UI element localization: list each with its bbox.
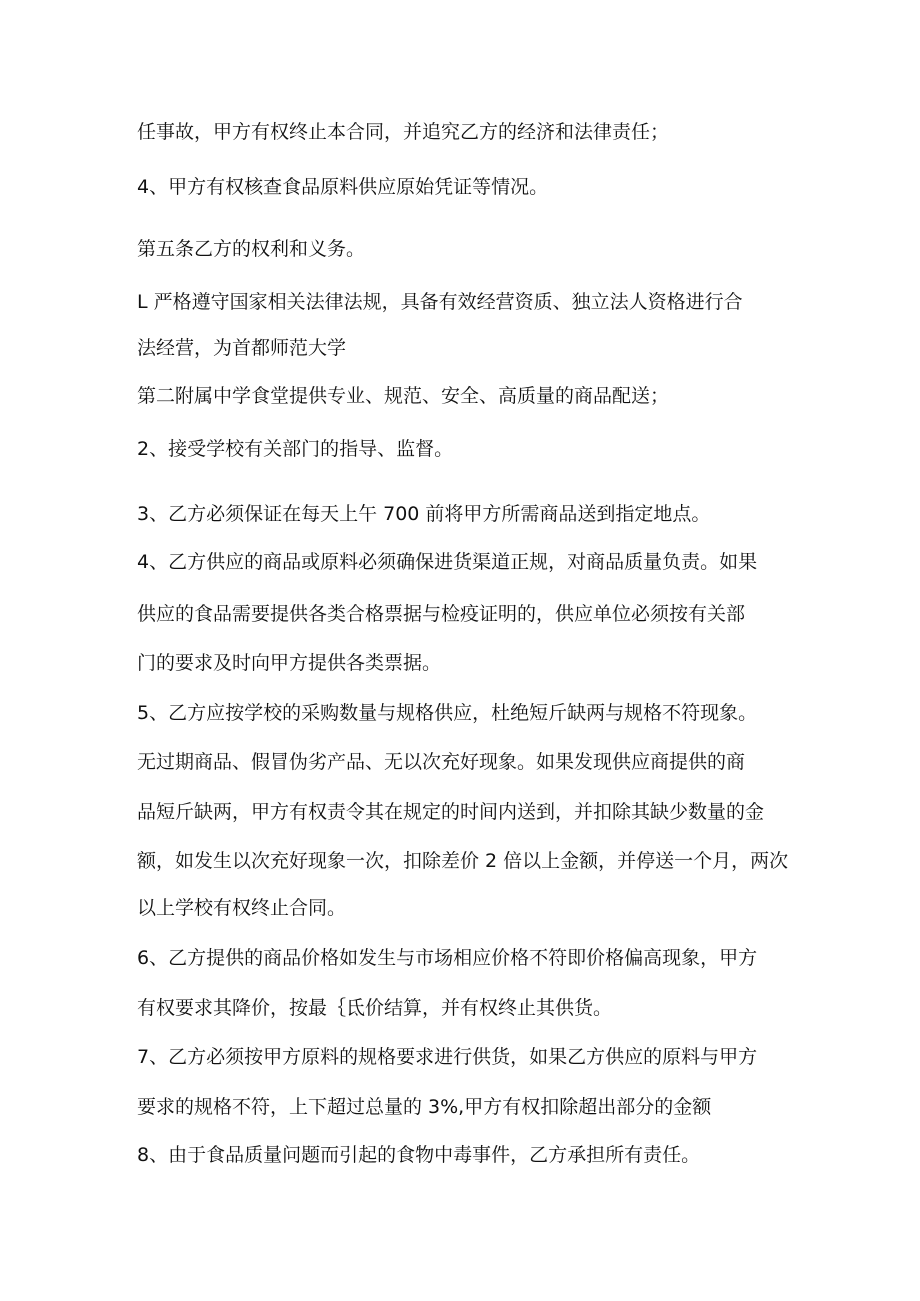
text-line-16: 以上学校有权终止合同。 bbox=[137, 897, 347, 919]
text-line-6: 第二附属中学食堂提供专业、规范、安全、高质量的商品配送； bbox=[137, 385, 670, 407]
text-line-17: 6、乙方提供的商品价格如发生与市场相应价格不符即价格偏高现象，甲方 bbox=[137, 947, 758, 969]
text-line-1: 任事故，甲方有权终止本合同，并追究乙方的经济和法律责任； bbox=[137, 121, 670, 143]
text-line-21: 8、由于食品质量问题而引起的食物中毒事件，乙方承担所有责任。 bbox=[137, 1144, 701, 1166]
text-line-15: 额，如发生以次充好现象一次，扣除差价 2 倍以上金额，并停送一个月，两次 bbox=[137, 850, 789, 872]
section-heading: 第五条乙方的权利和义务。 bbox=[137, 238, 366, 260]
text-line-5: 法经营，为首都师范大学 bbox=[137, 337, 347, 359]
text-line-18: 有权要求其降价，按最｛氐价结算，并有权终止其供货。 bbox=[137, 997, 613, 1019]
text-line-14: 品短斤缺两，甲方有权责令其在规定的时间内送到，并扣除其缺少数量的金 bbox=[137, 801, 765, 823]
text-line-11: 门的要求及时向甲方提供各类票据。 bbox=[137, 652, 442, 674]
text-line-9: 4、乙方供应的商品或原料必须确保进货渠道正规，对商品质量负责。如果 bbox=[137, 551, 758, 573]
text-line-19: 7、乙方必须按甲方原料的规格要求进行供货，如果乙方供应的原料与甲方 bbox=[137, 1046, 758, 1068]
text-line-2: 4、甲方有权核查食品原料供应原始凭证等情况。 bbox=[137, 176, 549, 198]
text-line-8: 3、乙方必须保证在每天上午 700 前将甲方所需商品送到指定地点。 bbox=[137, 503, 711, 525]
text-line-12: 5、乙方应按学校的采购数量与规格供应，杜绝短斤缺两与规格不符现象。 bbox=[137, 702, 758, 724]
text-line-20: 要求的规格不符，上下超过总量的 3%,甲方有权扣除超出部分的金额 bbox=[137, 1096, 712, 1118]
text-line-4: L 严格遵守国家相关法律法规，具备有效经营资质、独立法人资格进行合 bbox=[137, 291, 743, 313]
text-line-10: 供应的食品需要提供各类合格票据与检疫证明的，供应单位必须按有关部 bbox=[137, 603, 746, 625]
text-line-7: 2、接受学校有关部门的指导、监督。 bbox=[137, 438, 454, 460]
text-line-13: 无过期商品、假冒伪劣产品、无以次充好现象。如果发现供应商提供的商 bbox=[137, 751, 746, 773]
